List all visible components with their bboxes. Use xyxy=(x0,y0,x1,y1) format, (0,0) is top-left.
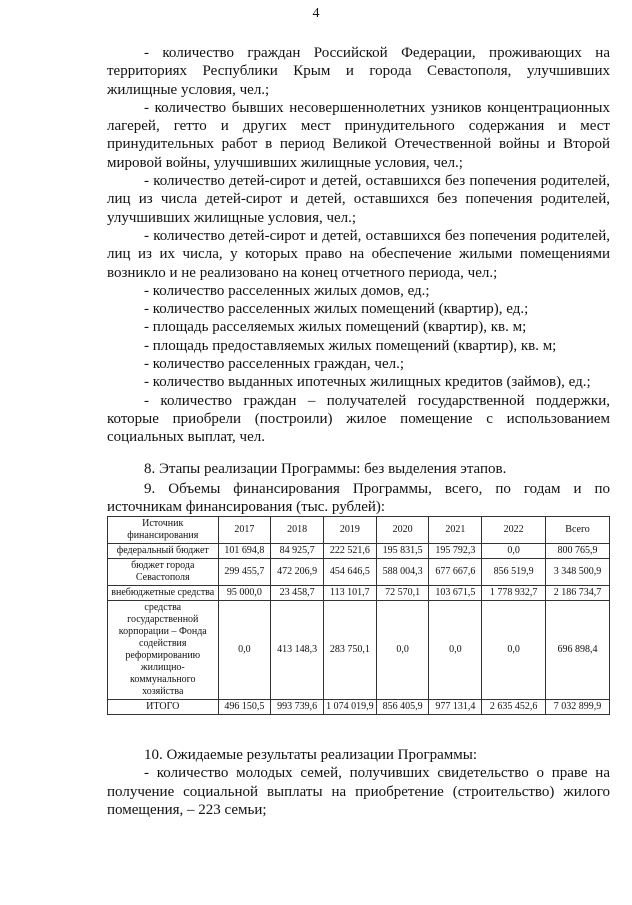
header-cell: 2022 xyxy=(482,517,546,544)
stages-text: 8. Этапы реализации Программы: без выделения этапов. xyxy=(144,461,507,477)
table-cell: 101 694,8 xyxy=(218,544,271,559)
indicator-item: - количество граждан – получателей государственной поддержки, которые приобрели (построили) жилое помещение с использованием социальных выплат, чел. xyxy=(107,392,610,446)
indicator-item: - количество выданных ипотечных жилищных кредитов (займов), ед.; xyxy=(144,374,591,391)
table-cell: 1 778 932,7 xyxy=(482,586,546,601)
table-cell: 23 458,7 xyxy=(271,586,324,601)
table-cell: 588 004,3 xyxy=(376,559,429,586)
results-section xyxy=(107,746,610,819)
table-cell: 113 101,7 xyxy=(324,586,377,601)
table-cell: 856 405,9 xyxy=(376,700,429,715)
indicator-item: - количество детей-сирот и детей, оставшихся без попечения родителей, лиц из числа детей-сирот и детей, оставшихся без попечения родителей, улучшивших жилищные условия, чел.; xyxy=(107,173,610,226)
table-cell: 7 032 899,9 xyxy=(546,700,610,715)
table-cell: 195 831,5 xyxy=(376,544,429,559)
table-cell: 3 348 500,9 xyxy=(546,559,610,586)
table-cell: 0,0 xyxy=(376,601,429,700)
header-cell: 2017 xyxy=(218,517,271,544)
table-cell: 0,0 xyxy=(429,601,482,700)
table-cell: 299 455,7 xyxy=(218,559,271,586)
table-row xyxy=(108,601,610,700)
table-cell: 103 671,5 xyxy=(429,586,482,601)
table-cell: 977 131,4 xyxy=(429,700,482,715)
table-cell: 496 150,5 xyxy=(218,700,271,715)
indicator-item: - количество граждан Российской Федерации, проживающих на территориях Республики Крым и города Севастополя, улучшивших жилищные условия, чел.; xyxy=(107,45,610,98)
results-heading: 10. Ожидаемые результаты реализации Программы: xyxy=(144,747,478,763)
table-cell: 800 765,9 xyxy=(546,544,610,559)
table-cell: 677 667,6 xyxy=(429,559,482,586)
header-cell: 2021 xyxy=(429,517,482,544)
table-cell: 95 000,0 xyxy=(218,586,271,601)
table-cell: федеральный бюджет xyxy=(108,544,219,559)
table-row xyxy=(108,586,610,601)
table-header-row xyxy=(108,517,610,544)
table-cell: 283 750,1 xyxy=(324,601,377,700)
volumes-text: 9. Объемы финансирования Программы, всего, по годам и по источникам финансирования (тыс. рублей): xyxy=(107,481,610,516)
results-text: - количество молодых семей, получивших свидетельство о праве на получение социальной выплаты на приобретение (строительство) жилого помещения, – 223 семьи; xyxy=(107,765,610,818)
indicator-item: - количество расселенных жилых помещений (квартир), ед.; xyxy=(144,301,529,318)
table-total-row xyxy=(108,700,610,715)
stages-section xyxy=(107,460,610,478)
table-cell: 2 635 452,6 xyxy=(482,700,546,715)
table-cell: 696 898,4 xyxy=(546,601,610,700)
table-cell: 84 925,7 xyxy=(271,544,324,559)
table-cell: 472 206,9 xyxy=(271,559,324,586)
indicator-item: - количество расселенных жилых домов, ед.; xyxy=(144,282,430,299)
indicator-item: - количество бывших несовершеннолетних узников концентрационных лагерей, гетто и других мест принудительного содержания и мест принудительных работ в период Великой Отечественной войны и Второй мировой войны, улучшивших жилищные условия, чел.; xyxy=(107,99,610,171)
indicator-item: - количество расселенных граждан, чел.; xyxy=(144,356,405,373)
page-number: 4 xyxy=(312,6,320,21)
table-row xyxy=(108,559,610,586)
table-cell: 222 521,6 xyxy=(324,544,377,559)
table-cell: 0,0 xyxy=(482,544,546,559)
table-cell: 993 739,6 xyxy=(271,700,324,715)
header-cell: 2020 xyxy=(376,517,429,544)
header-cell: Источник финансирования xyxy=(108,517,219,544)
indicator-list xyxy=(107,44,610,447)
table-cell: 856 519,9 xyxy=(482,559,546,586)
financing-table xyxy=(107,516,610,715)
header-cell: 2019 xyxy=(324,517,377,544)
table-cell: средства государственной корпорации – Фонда содействия реформированию жилищно-коммунального хозяйства xyxy=(108,601,219,700)
table-cell: 2 186 734,7 xyxy=(546,586,610,601)
indicator-item: - площадь предоставляемых жилых помещений (квартир), кв. м; xyxy=(144,337,557,354)
table-cell: ИТОГО xyxy=(108,700,219,715)
table-cell: 72 570,1 xyxy=(376,586,429,601)
table-cell: 413 148,3 xyxy=(271,601,324,700)
indicator-item: - количество детей-сирот и детей, оставшихся без попечения родителей, лиц из их числа, у которых право на обеспечение жилыми помещениями возникло и не реализовано на конец отчетного периода, чел.; xyxy=(107,227,610,281)
header-cell: 2018 xyxy=(271,517,324,544)
indicator-item: - площадь расселяемых жилых помещений (квартир), кв. м; xyxy=(144,319,527,336)
header-cell: Всего xyxy=(546,517,610,544)
table-cell: 1 074 019,9 xyxy=(324,700,377,715)
table-cell: 0,0 xyxy=(218,601,271,700)
volumes-section xyxy=(107,480,610,517)
table-cell: 195 792,3 xyxy=(429,544,482,559)
table-cell: 0,0 xyxy=(482,601,546,700)
table-cell: бюджет города Севастополя xyxy=(108,559,219,586)
table-cell: внебюджетные средства xyxy=(108,586,219,601)
table-cell: 454 646,5 xyxy=(324,559,377,586)
table-row xyxy=(108,544,610,559)
